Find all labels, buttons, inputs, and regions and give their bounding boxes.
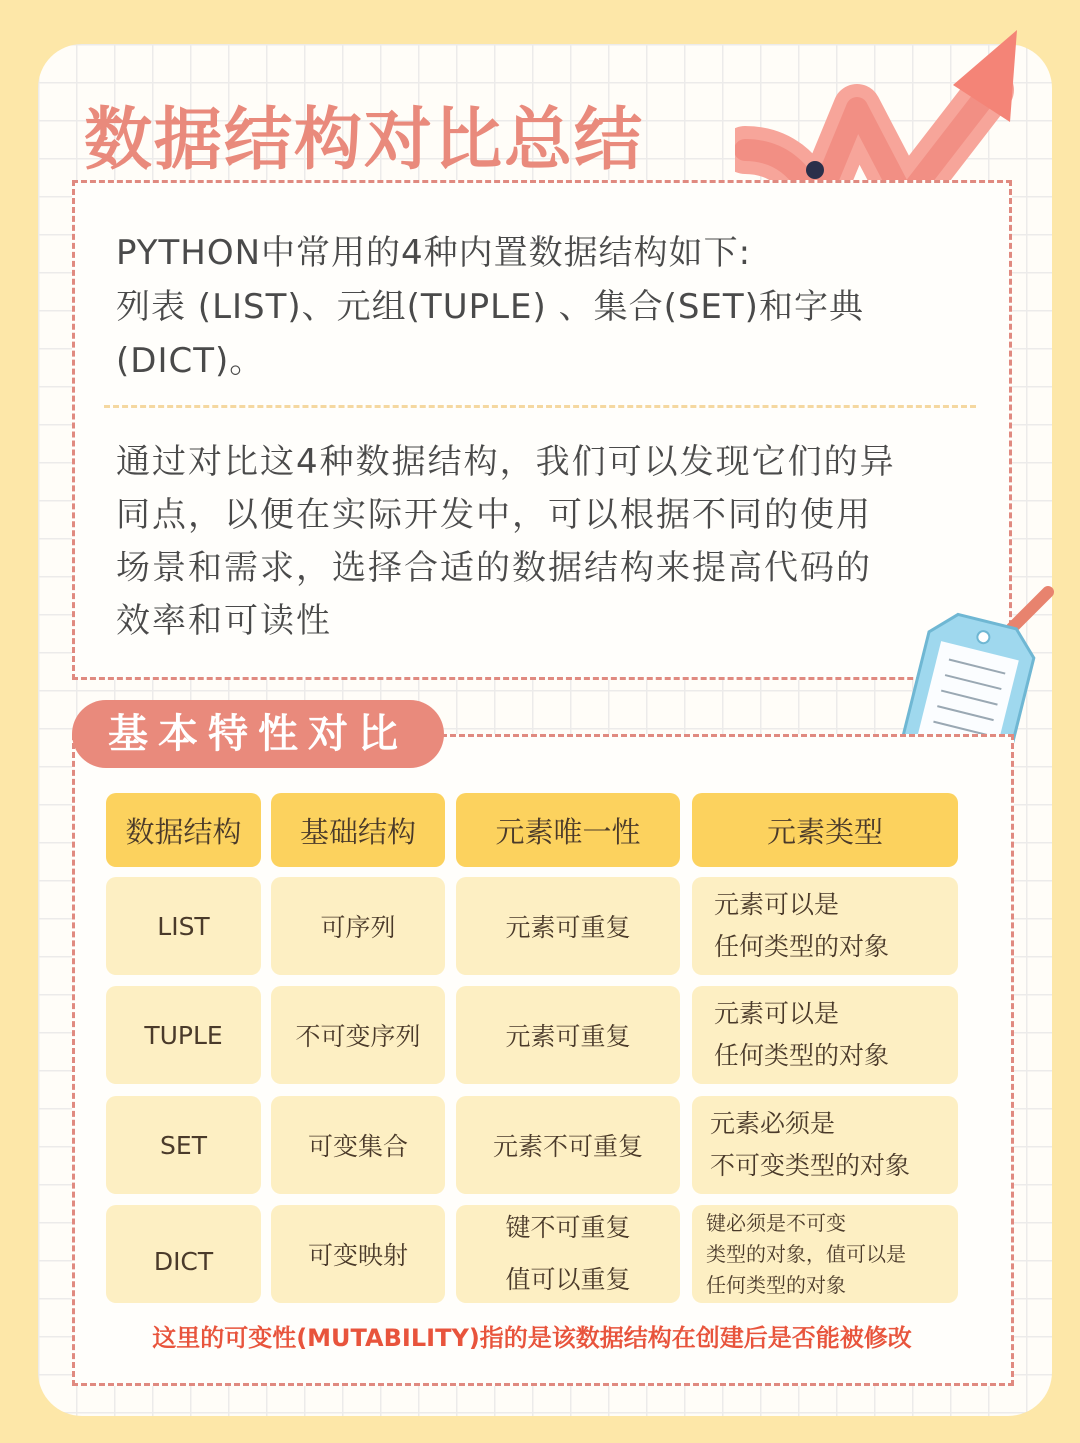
table-row-set-unique: 元素不可重复	[456, 1096, 680, 1194]
header-data-structure: 数据结构	[106, 793, 261, 867]
table-row-set-name: SET	[106, 1096, 261, 1194]
table-row-dict-base: 可变映射	[271, 1205, 445, 1303]
header-element-type: 元素类型	[692, 793, 958, 867]
table-row-list-type: 元素可以是 任何类型的对象	[692, 877, 958, 975]
table-row-list-name: LIST	[106, 877, 261, 975]
table-row-dict-unique: 键不可重复 值可以重复	[456, 1205, 680, 1303]
section-title: 基本特性对比	[72, 700, 444, 768]
table-row-dict-type: 键必须是不可变 类型的对象，值可以是 任何类型的对象	[692, 1205, 958, 1303]
table-row-tuple-unique: 元素可重复	[456, 986, 680, 1084]
intro-divider	[104, 405, 976, 408]
intro-paragraph-2: 通过对比这4种数据结构，我们可以发现它们的异 同点，以便在实际开发中，可以根据不同的使用 场景和需求，选择合适的数据结构来提高代码的 效率和可读性	[116, 442, 896, 641]
table-row-tuple-type: 元素可以是 任何类型的对象	[692, 986, 958, 1084]
header-base-structure: 基础结构	[271, 793, 445, 867]
mutability-footnote: 这里的可变性(MUTABILITY)指的是该数据结构在创建后是否能被修改	[152, 1324, 912, 1352]
table-row-set-base: 可变集合	[271, 1096, 445, 1194]
table-row-list-unique: 元素可重复	[456, 877, 680, 975]
table-row-dict-name: DICT	[106, 1205, 261, 1303]
table-row-tuple-base: 不可变序列	[271, 986, 445, 1084]
table-row-tuple-name: TUPLE	[106, 986, 261, 1084]
table-row-set-type: 元素必须是 不可变类型的对象	[692, 1096, 958, 1194]
intro-paragraph-1: PYTHON中常用的4种内置数据结构如下: 列表 (LIST)、元组(TUPLE) 、集合(SET)和字典 (DICT)。	[116, 233, 864, 381]
page-title: 数据结构对比总结	[84, 101, 645, 180]
header-uniqueness: 元素唯一性	[456, 793, 680, 867]
table-row-list-base: 可序列	[271, 877, 445, 975]
